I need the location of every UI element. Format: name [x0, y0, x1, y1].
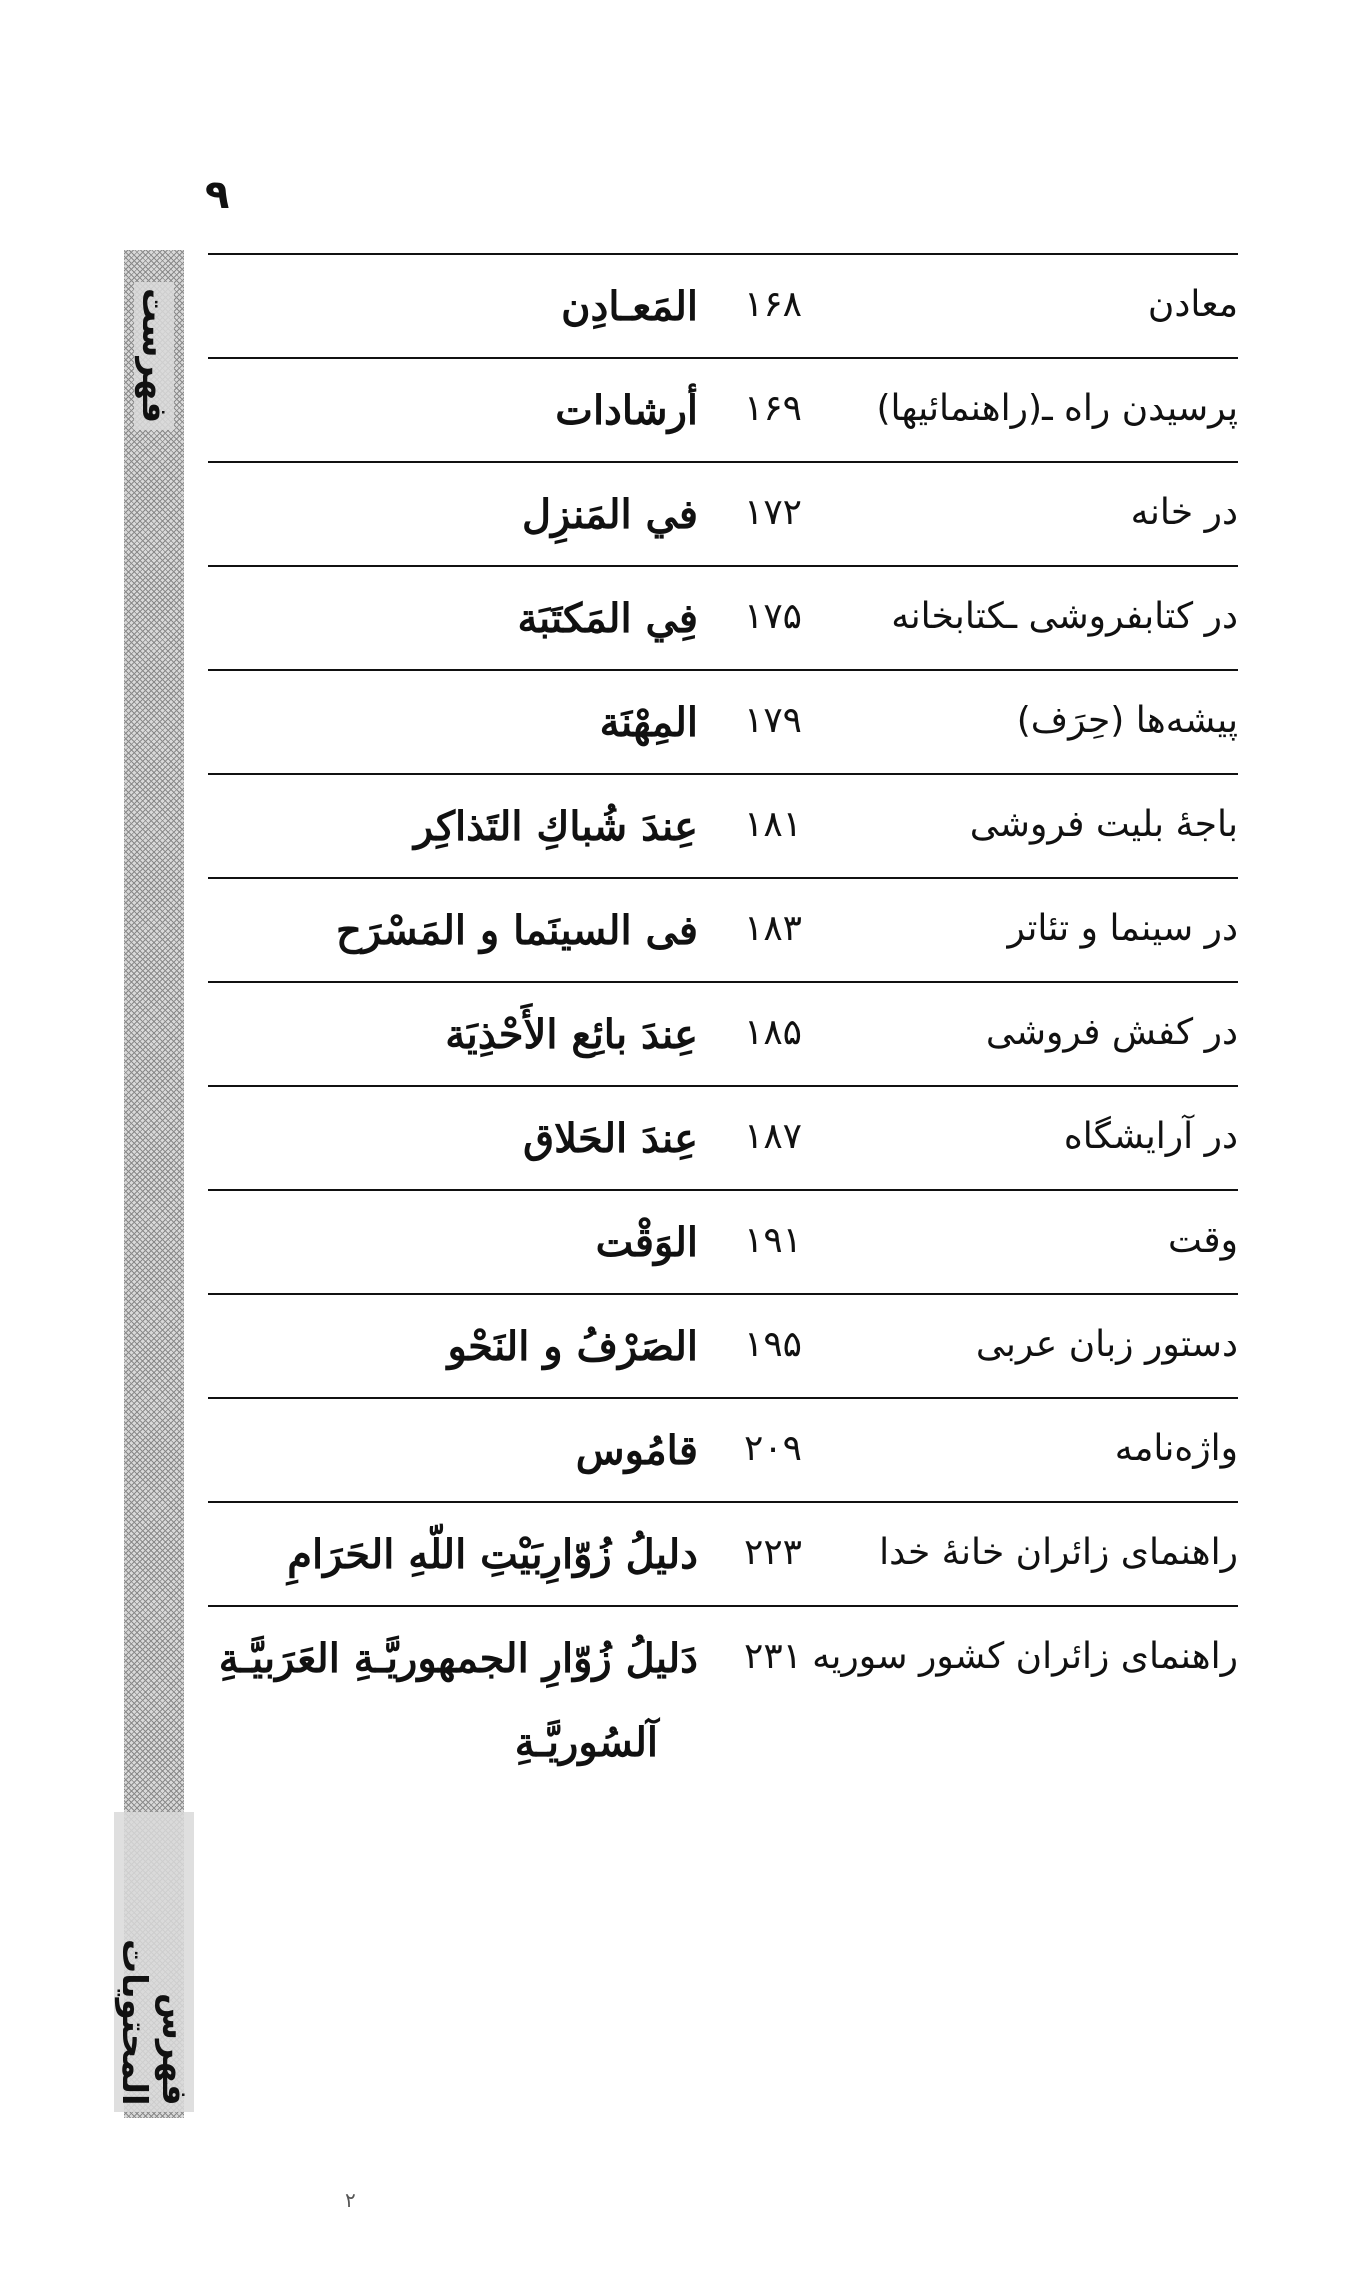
toc-persian-title: وقت — [1168, 1220, 1238, 1261]
toc-arabic-title: المِهْنَة — [599, 699, 698, 746]
toc-persian-title: در خانه — [1130, 492, 1238, 533]
toc-persian-title: راهنمای زائران کشور سوریه — [812, 1636, 1238, 1677]
toc-persian-title: در کفش فروشی — [985, 1012, 1238, 1053]
side-band-bottom-label: فهرس المحتويات — [114, 1812, 194, 2112]
toc-persian-title: در سینما و تئاتر — [1007, 908, 1238, 949]
toc-page-number: ۱۶۸ — [743, 284, 802, 325]
toc-row — [208, 1605, 1238, 1795]
toc-arabic-title: دَليلُ زُوّارِ الجمهوريَّـةِ العَرَبيَّـةِ — [218, 1635, 698, 1682]
toc-arabic-title-continuation: آلسُوريَّـةِ — [514, 1719, 658, 1766]
toc-page-number: ۱۸۷ — [743, 1116, 802, 1157]
footer-mark: ۲ — [345, 2188, 356, 2212]
toc-page-number: ۱۷۹ — [743, 700, 802, 741]
toc-row — [208, 461, 1238, 565]
toc-page-number: ۱۸۱ — [743, 804, 802, 845]
table-of-contents — [208, 253, 1238, 1795]
toc-persian-title: معادن — [1147, 284, 1238, 325]
toc-persian-title: باجهٔ بلیت فروشی — [969, 804, 1238, 845]
toc-arabic-title-block — [208, 1637, 698, 1765]
toc-page-number: ۱۶۹ — [743, 388, 802, 429]
toc-arabic-title: الوَقْت — [595, 1219, 698, 1266]
toc-persian-title: پیشه‌ها (حِرَف) — [1016, 700, 1238, 741]
toc-page-number: ۱۷۲ — [743, 492, 802, 533]
toc-row — [208, 877, 1238, 981]
toc-arabic-title: عِندَ شُباكِ التَذاكِر — [413, 803, 698, 850]
toc-page-number: ۱۷۵ — [743, 596, 802, 637]
toc-arabic-title: الصَرْفُ و النَحْو — [447, 1323, 698, 1370]
toc-row — [208, 1085, 1238, 1189]
toc-arabic-title: دليلُ زُوّارِبَيْتِ اللّهِ الحَرَامِ — [287, 1531, 698, 1578]
toc-row — [208, 1397, 1238, 1501]
toc-persian-title: در کتابفروشی ـکتابخانه — [891, 596, 1238, 637]
toc-persian-title: دستور زبان عربی — [975, 1324, 1238, 1365]
toc-page-number: ۱۸۵ — [743, 1012, 802, 1053]
toc-row — [208, 669, 1238, 773]
toc-row — [208, 1501, 1238, 1605]
toc-arabic-title: قامُوس — [575, 1427, 698, 1474]
toc-row — [208, 773, 1238, 877]
side-band-bottom-title — [114, 1812, 194, 2112]
toc-row — [208, 357, 1238, 461]
toc-arabic-title: أرشادات — [555, 387, 698, 434]
toc-page-number: ۲۳۱ — [743, 1636, 802, 1677]
side-band — [114, 250, 194, 2118]
toc-row — [208, 1293, 1238, 1397]
toc-row — [208, 253, 1238, 357]
toc-persian-title: راهنمای زائران خانهٔ خدا — [879, 1532, 1238, 1573]
toc-arabic-title: عِندَ بائِع الأَحْذِيَة — [445, 1011, 698, 1058]
toc-page-number: ۲۲۳ — [743, 1532, 802, 1573]
toc-row — [208, 1189, 1238, 1293]
toc-persian-title: واژه‌نامه — [1114, 1428, 1238, 1469]
toc-arabic-title: في المَنزِل — [521, 491, 698, 538]
toc-arabic-title: عِندَ الحَلاق — [523, 1115, 698, 1162]
toc-persian-title: پرسیدن راه ـ(راهنمائیها) — [876, 388, 1238, 429]
toc-page-number: ۲۰۹ — [743, 1428, 802, 1469]
side-band-top-label: فهرست — [134, 282, 174, 429]
toc-row — [208, 981, 1238, 1085]
toc-arabic-title: المَعـادِن — [561, 283, 698, 330]
toc-persian-title: در آرایشگاه — [1063, 1116, 1238, 1157]
side-band-top-title — [124, 256, 184, 456]
toc-arabic-title: فی السینَما و المَسْرَح — [336, 907, 698, 954]
toc-row — [208, 565, 1238, 669]
toc-arabic-title: فِي المَكتَبَة — [517, 595, 698, 642]
page-number: ۹ — [205, 172, 230, 218]
toc-page-number: ۱۹۵ — [743, 1324, 802, 1365]
toc-page-number: ۱۸۳ — [743, 908, 802, 949]
toc-page-number: ۱۹۱ — [743, 1220, 802, 1261]
